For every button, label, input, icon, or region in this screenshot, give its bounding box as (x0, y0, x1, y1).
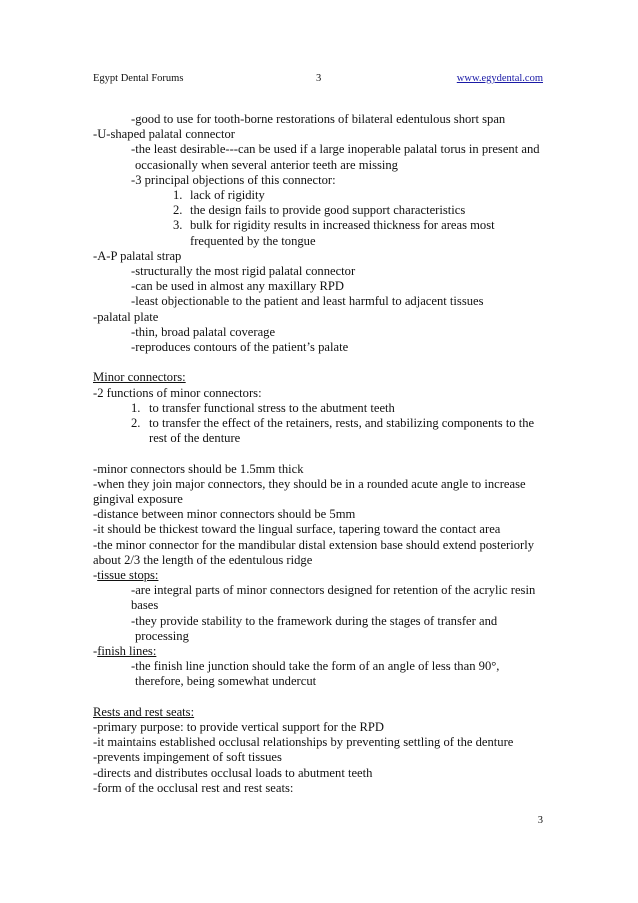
text-line: -the finish line junction should take the form of an angle of less than 90°, (131, 659, 500, 674)
section-heading: Minor connectors: (93, 370, 186, 385)
text-line: gingival exposure (93, 492, 183, 507)
text-line: -can be used in almost any maxillary RPD (131, 279, 344, 294)
subheading-line (93, 644, 548, 659)
list-item-text: lack of rigidity (190, 188, 265, 203)
text-line: -reproduces contours of the patient’s palate (131, 340, 349, 355)
spacer (93, 690, 548, 705)
text-line: processing (135, 628, 189, 643)
text-line: about 2/3 the length of the edentulous ridge (93, 552, 313, 567)
list-item (93, 203, 548, 218)
list-item-text: to transfer the effect of the retainers, rests, and stabilizing components to the (149, 416, 535, 431)
spacer (93, 355, 548, 370)
text-line: -3 principal objections of this connector: (131, 172, 336, 187)
text-line: -palatal plate (93, 309, 159, 324)
text-line: -U-shaped palatal connector (93, 127, 235, 142)
text-line: -the minor connector for the mandibular distal extension base should extend posteriorly (93, 537, 535, 552)
text-line: -minor connectors should be 1.5mm thick (93, 461, 304, 476)
subheading-tissue-stops: tissue stops: (97, 568, 159, 583)
header-left-title: Egypt Dental Forums (93, 73, 184, 84)
text-line: -when they join major connectors, they should be in a rounded acute angle to increase (93, 476, 526, 491)
list-item (93, 401, 548, 416)
text-line: -good to use for tooth-borne restorations of bilateral edentulous short span (131, 112, 506, 126)
header-website-link[interactable]: www.egydental.com (456, 73, 543, 84)
text-line: -thin, broad palatal coverage (131, 324, 276, 339)
list-marker: 1. (131, 400, 141, 415)
text-line: -2 functions of minor connectors: (93, 385, 262, 400)
text-line: -they provide stability to the framework during the stages of transfer and (131, 613, 498, 628)
text-line: -the least desirable---can be used if a large inoperable palatal torus in present and (131, 142, 540, 157)
list-marker: 3. (173, 218, 183, 233)
subheading-finish-lines: finish lines: (97, 644, 157, 659)
text-line: -prevents impingement of soft tissues (93, 750, 282, 765)
text-line: frequented by the tongue (190, 233, 316, 248)
text-line: -directs and distributes occlusal loads to abutment teeth (93, 765, 373, 780)
list-item-text: to transfer functional stress to the abutment teeth (149, 400, 395, 415)
list-marker: 1. (173, 188, 183, 203)
list-marker: 2. (131, 416, 141, 431)
text-line: -form of the occlusal rest and rest seats: (93, 780, 294, 795)
header-page-number: 3 (316, 73, 322, 84)
footer-page-number: 3 (537, 815, 543, 826)
document-body (93, 112, 548, 796)
prefix-dash: - (93, 568, 98, 583)
text-line: therefore, being somewhat undercut (135, 674, 317, 689)
text-line: bases (131, 598, 159, 613)
subheading-line (93, 568, 548, 583)
text-line: -distance between minor connectors should be 5mm (93, 507, 356, 522)
section-heading: Rests and rest seats: (93, 704, 195, 719)
text-line: occasionally when several anterior teeth are missing (135, 157, 398, 172)
text-line: -it should be thickest toward the lingual surface, tapering toward the contact area (93, 522, 501, 537)
list-item (93, 416, 548, 431)
text-line: -structurally the most rigid palatal connector (131, 264, 356, 279)
list-marker: 2. (173, 203, 183, 218)
text-line: -least objectionable to the patient and least harmful to adjacent tissues (131, 294, 484, 309)
text-line: rest of the denture (149, 431, 241, 446)
list-item (93, 188, 548, 203)
list-item-text: bulk for rigidity results in increased thickness for areas most (190, 218, 495, 233)
spacer (93, 446, 548, 461)
text-line: -are integral parts of minor connectors designed for retention of the acrylic resin (131, 583, 536, 598)
list-item (93, 218, 548, 233)
text-line: -A-P palatal strap (93, 248, 182, 263)
text-line: -it maintains established occlusal relationships by preventing settling of the denture (93, 735, 514, 750)
list-item-text: the design fails to provide good support characteristics (190, 203, 466, 218)
prefix-dash: - (93, 644, 98, 659)
text-line: -primary purpose: to provide vertical support for the RPD (93, 720, 384, 735)
